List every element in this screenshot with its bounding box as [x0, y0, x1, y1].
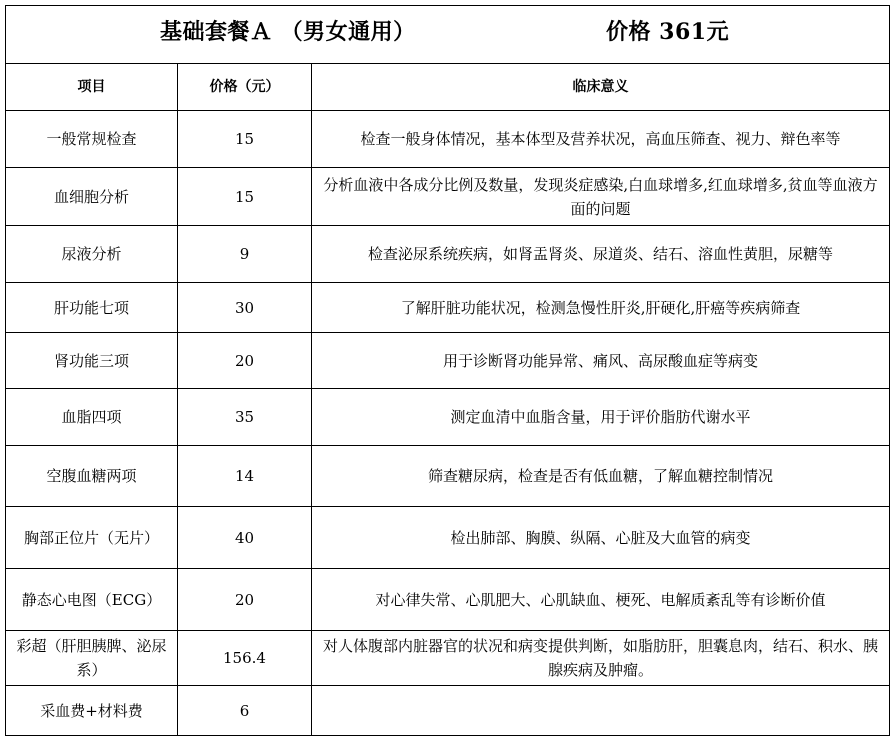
- meaning-cell: 检查一般身体情况，基本体型及营养状况，高血压筛查、视力、辩色率等: [312, 111, 890, 168]
- price-cell: 20: [178, 569, 312, 631]
- meaning-cell: 筛查糖尿病，检查是否有低血糖，了解血糖控制情况: [312, 446, 890, 507]
- price-cell: 20: [178, 333, 312, 389]
- price-cell: 35: [178, 389, 312, 446]
- table-row: [6, 389, 890, 446]
- meaning-cell: 用于诊断肾功能异常、痛风、高尿酸血症等病变: [312, 333, 890, 389]
- item-cell: 一般常规检查: [6, 111, 178, 168]
- table-row: [6, 569, 890, 631]
- table-row: [6, 446, 890, 507]
- price-cell: 14: [178, 446, 312, 507]
- table-row: [6, 283, 890, 333]
- header-row: [6, 64, 890, 111]
- table-row: [6, 226, 890, 283]
- meaning-cell: [312, 686, 890, 736]
- item-cell: 胸部正位片（无片）: [6, 507, 178, 569]
- table-row: [6, 507, 890, 569]
- package-table: [5, 5, 890, 736]
- item-cell: 静态心电图（ECG）: [6, 569, 178, 631]
- item-cell: 血脂四项: [6, 389, 178, 446]
- price-cell: 40: [178, 507, 312, 569]
- item-cell: 肝功能七项: [6, 283, 178, 333]
- header-price: 价格（元）: [178, 64, 312, 111]
- item-cell: 肾功能三项: [6, 333, 178, 389]
- header-item: 项目: [6, 64, 178, 111]
- meaning-cell: 对人体腹部内脏器官的状况和病变提供判断，如脂肪肝，胆囊息肉，结石、积水、胰腺疾病及肿瘤。: [312, 631, 890, 686]
- meaning-cell: 分析血液中各成分比例及数量，发现炎症感染,白血球增多,红血球增多,贫血等血液方面的问题: [312, 168, 890, 226]
- meaning-cell: 对心律失常、心肌肥大、心肌缺血、梗死、电解质紊乱等有诊断价值: [312, 569, 890, 631]
- price-cell: 15: [178, 168, 312, 226]
- item-cell: 采血费+材料费: [6, 686, 178, 736]
- table-row: [6, 686, 890, 736]
- table-row: [6, 333, 890, 389]
- item-cell: 空腹血糖两项: [6, 446, 178, 507]
- price-cell: 156.4: [178, 631, 312, 686]
- item-cell: 尿液分析: [6, 226, 178, 283]
- table-row: [6, 631, 890, 686]
- package-sheet: [5, 5, 889, 736]
- title-cell: [6, 6, 890, 64]
- item-cell: 彩超（肝胆胰脾、泌尿系）: [6, 631, 178, 686]
- package-title: 基础套餐Ａ （男女通用）: [160, 19, 416, 45]
- title-row: [6, 6, 890, 64]
- meaning-cell: 测定血清中血脂含量，用于评价脂肪代谢水平: [312, 389, 890, 446]
- item-cell: 血细胞分析: [6, 168, 178, 226]
- price-cell: 6: [178, 686, 312, 736]
- price-cell: 30: [178, 283, 312, 333]
- meaning-cell: 了解肝脏功能状况，检测急慢性肝炎,肝硬化,肝癌等疾病筛查: [312, 283, 890, 333]
- package-total-price: 价格 361元: [606, 19, 730, 45]
- price-cell: 15: [178, 111, 312, 168]
- price-cell: 9: [178, 226, 312, 283]
- table-row: [6, 111, 890, 168]
- table-row: [6, 168, 890, 226]
- header-meaning: 临床意义: [312, 64, 890, 111]
- meaning-cell: 检出肺部、胸膜、纵隔、心脏及大血管的病变: [312, 507, 890, 569]
- meaning-cell: 检查泌尿系统疾病，如肾盂肾炎、尿道炎、结石、溶血性黄胆，尿糖等: [312, 226, 890, 283]
